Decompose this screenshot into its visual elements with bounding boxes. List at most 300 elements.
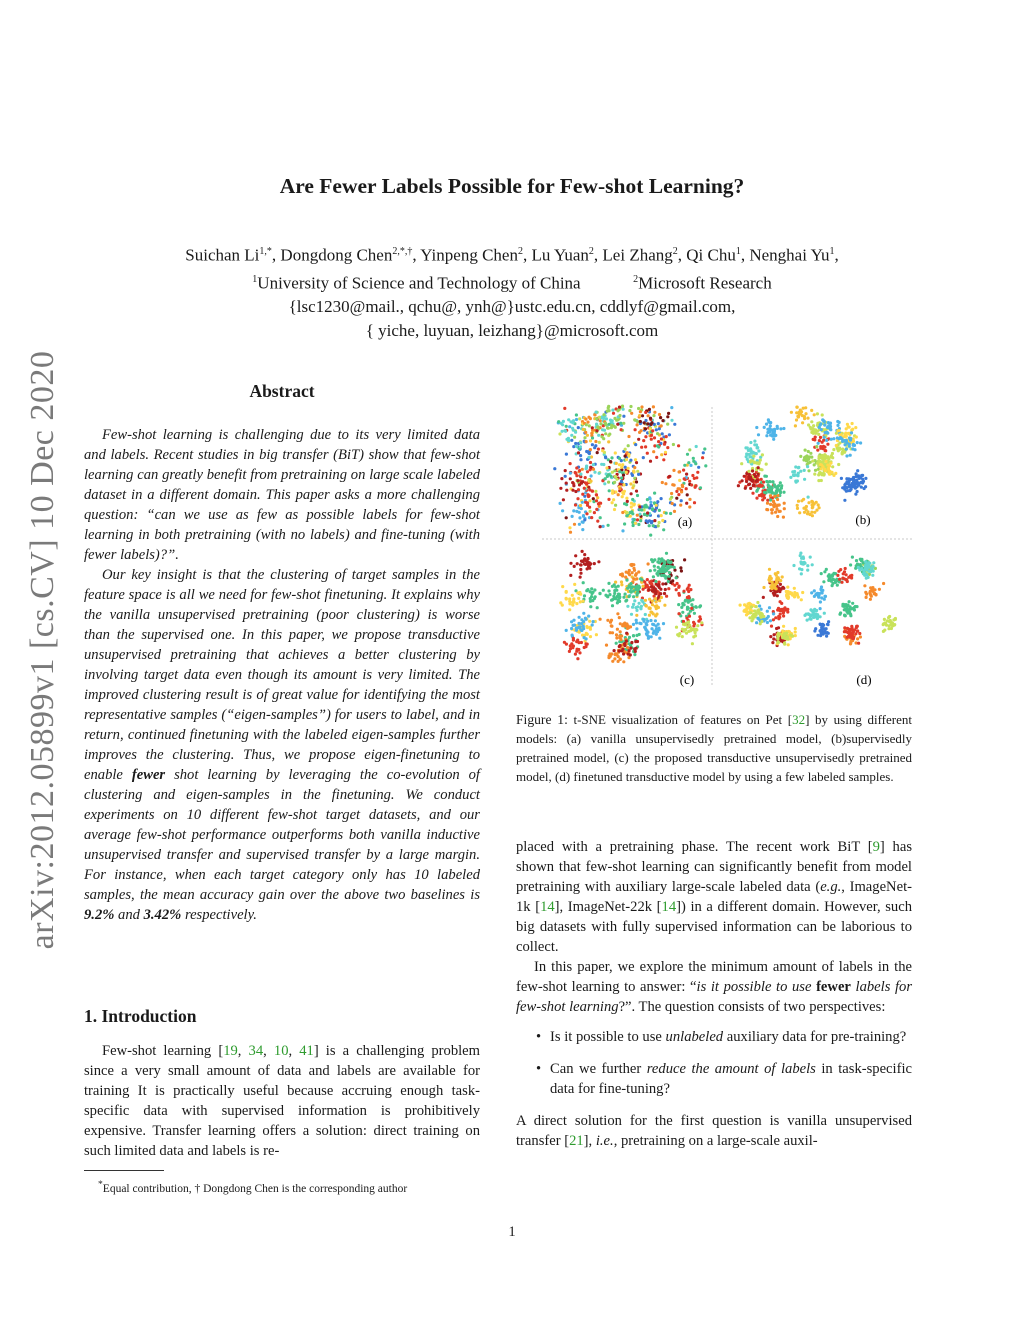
tsne-point xyxy=(695,476,698,479)
tsne-point xyxy=(886,619,889,622)
tsne-point xyxy=(595,429,598,432)
tsne-point xyxy=(667,412,670,415)
tsne-point xyxy=(619,658,622,661)
tsne-point xyxy=(768,606,771,609)
tsne-point xyxy=(625,458,628,461)
tsne-point xyxy=(849,563,852,566)
tsne-point xyxy=(629,515,632,518)
tsne-point xyxy=(693,622,696,625)
tsne-point xyxy=(696,624,699,627)
tsne-point xyxy=(857,566,860,569)
tsne-point xyxy=(658,521,661,524)
tsne-point xyxy=(766,502,769,505)
tsne-point xyxy=(848,489,851,492)
tsne-point xyxy=(582,514,585,517)
author-block xyxy=(0,240,1024,343)
tsne-point xyxy=(849,614,852,617)
tsne-point xyxy=(755,443,758,446)
tsne-point xyxy=(831,584,834,587)
tsne-point xyxy=(847,425,850,428)
tsne-point xyxy=(821,457,824,460)
tsne-point xyxy=(617,493,620,496)
tsne-point xyxy=(677,493,680,496)
tsne-point xyxy=(611,409,614,412)
tsne-point xyxy=(704,464,707,467)
tsne-point xyxy=(669,561,672,564)
tsne-point xyxy=(613,481,616,484)
citation-link[interactable]: 9 xyxy=(872,839,880,855)
tsne-point xyxy=(599,525,602,528)
tsne-point xyxy=(586,421,589,424)
tsne-point xyxy=(768,576,771,579)
tsne-point xyxy=(765,475,768,478)
tsne-point xyxy=(618,414,621,417)
tsne-point xyxy=(627,435,630,438)
tsne-point xyxy=(583,436,586,439)
tsne-point xyxy=(687,461,690,464)
tsne-point xyxy=(783,641,786,644)
tsne-point xyxy=(644,427,647,430)
tsne-point xyxy=(851,422,854,425)
tsne-point xyxy=(597,434,600,437)
tsne-point xyxy=(630,563,633,566)
tsne-point xyxy=(790,411,793,414)
tsne-point xyxy=(701,456,704,459)
tsne-point xyxy=(596,451,599,454)
citation-link[interactable]: 19 xyxy=(223,1043,238,1059)
tsne-point xyxy=(654,590,657,593)
tsne-point xyxy=(636,494,639,497)
tsne-point xyxy=(686,588,689,591)
tsne-point xyxy=(638,431,641,434)
tsne-point xyxy=(589,635,592,638)
tsne-point xyxy=(842,486,845,489)
tsne-point xyxy=(812,432,815,435)
tsne-point xyxy=(841,604,844,607)
tsne-point xyxy=(769,635,772,638)
tsne-point xyxy=(573,583,576,586)
tsne-point xyxy=(831,452,834,455)
tsne-point xyxy=(589,605,592,608)
tsne-point xyxy=(637,523,640,526)
tsne-point xyxy=(632,577,635,580)
tsne-point xyxy=(575,629,578,632)
citation-link[interactable]: 32 xyxy=(792,712,806,727)
intro-paragraph-1: Few-shot learning [19, 34, 10, 41] is a challenging problem since a very small amount of data and labels are available for training It is practically useful because accruing enough task-specific data with supervised information is prohibitively expensive. Transfer learning offers a solution: direct training on such limited data and labels is re- xyxy=(84,1043,481,1159)
tsne-point xyxy=(607,440,610,443)
tsne-point xyxy=(685,502,688,505)
tsne-point xyxy=(624,576,627,579)
tsne-point xyxy=(819,634,822,637)
tsne-point xyxy=(804,412,807,415)
tsne-point xyxy=(750,605,753,608)
tsne-point xyxy=(846,612,849,615)
tsne-point xyxy=(587,615,590,618)
tsne-point xyxy=(762,615,765,618)
tsne-point xyxy=(684,628,687,631)
tsne-point xyxy=(776,636,779,639)
tsne-point xyxy=(751,615,754,618)
tsne-point xyxy=(586,504,589,507)
tsne-point xyxy=(867,561,870,564)
citation-link[interactable]: 21 xyxy=(569,1133,584,1149)
tsne-point xyxy=(577,597,580,600)
tsne-point xyxy=(601,449,604,452)
tsne-point xyxy=(616,628,619,631)
tsne-point xyxy=(585,589,588,592)
tsne-point xyxy=(839,568,842,571)
tsne-point xyxy=(570,439,573,442)
tsne-point xyxy=(571,481,574,484)
tsne-point xyxy=(678,487,681,490)
tsne-point xyxy=(872,561,875,564)
tsne-point xyxy=(658,586,661,589)
tsne-point xyxy=(568,597,571,600)
tsne-point xyxy=(761,453,764,456)
tsne-point xyxy=(622,660,625,663)
tsne-point xyxy=(819,463,822,466)
tsne-point xyxy=(582,428,585,431)
tsne-point xyxy=(598,592,601,595)
tsne-point xyxy=(686,606,689,609)
tsne-point xyxy=(613,469,616,472)
tsne-point xyxy=(631,571,634,574)
tsne-point xyxy=(623,624,626,627)
tsne-point xyxy=(635,614,638,617)
tsne-point xyxy=(819,445,822,448)
tsne-point xyxy=(614,504,617,507)
tsne-point xyxy=(767,615,770,618)
author: Suichan Li xyxy=(185,245,260,265)
tsne-point xyxy=(768,568,771,571)
tsne-point xyxy=(619,622,622,625)
tsne-point xyxy=(611,598,614,601)
tsne-point xyxy=(654,587,657,590)
tsne-point xyxy=(703,447,706,450)
tsne-point xyxy=(609,460,612,463)
tsne-point xyxy=(850,431,853,434)
tsne-point xyxy=(863,584,866,587)
tsne-point xyxy=(813,595,816,598)
tsne-point xyxy=(670,406,673,409)
citation-link[interactable]: 14 xyxy=(661,899,677,915)
tsne-point xyxy=(815,445,818,448)
tsne-point xyxy=(800,568,803,571)
panel-label-b: (b) xyxy=(855,512,871,527)
tsne-point xyxy=(679,504,682,507)
tsne-point xyxy=(851,637,854,640)
tsne-point xyxy=(585,440,588,443)
tsne-point xyxy=(661,582,664,585)
tsne-point xyxy=(558,432,561,435)
tsne-point xyxy=(671,483,674,486)
tsne-point xyxy=(567,439,570,442)
tsne-point xyxy=(565,482,568,485)
tsne-point xyxy=(658,509,661,512)
tsne-point xyxy=(677,444,680,447)
scatter-points xyxy=(553,405,897,664)
affiliation-2: Microsoft Research xyxy=(638,273,772,293)
tsne-point xyxy=(572,484,575,487)
tsne-point xyxy=(818,471,821,474)
tsne-point xyxy=(596,496,599,499)
tsne-point xyxy=(652,414,655,417)
author: Nenghai Yu xyxy=(749,245,830,265)
tsne-point xyxy=(572,624,575,627)
tsne-point xyxy=(657,440,660,443)
tsne-point xyxy=(622,652,625,655)
tsne-point xyxy=(638,505,641,508)
tsne-point xyxy=(770,583,773,586)
tsne-point xyxy=(756,446,759,449)
tsne-point xyxy=(811,503,814,506)
tsne-point xyxy=(848,635,851,638)
tsne-point xyxy=(787,643,790,646)
tsne-point xyxy=(835,444,838,447)
tsne-point xyxy=(828,470,831,473)
tsne-point xyxy=(756,601,759,604)
tsne-point xyxy=(588,620,591,623)
tsne-point xyxy=(677,586,680,589)
tsne-point xyxy=(831,574,834,577)
tsne-point xyxy=(647,414,650,417)
tsne-point xyxy=(591,436,594,439)
tsne-point xyxy=(624,448,627,451)
tsne-point xyxy=(568,526,571,529)
tsne-point xyxy=(613,649,616,652)
tsne-point xyxy=(782,614,785,617)
tsne-point xyxy=(565,629,568,632)
tsne-point xyxy=(695,445,698,448)
tsne-point xyxy=(646,452,649,455)
tsne-point xyxy=(746,612,749,615)
tsne-point xyxy=(817,595,820,598)
tsne-point xyxy=(772,500,775,503)
tsne-point xyxy=(578,511,581,514)
author: Qi Chu xyxy=(686,245,736,265)
tsne-point xyxy=(849,642,852,645)
tsne-point xyxy=(605,644,608,647)
tsne-point xyxy=(579,600,582,603)
tsne-point xyxy=(589,510,592,513)
tsne-point xyxy=(579,458,582,461)
tsne-point xyxy=(768,421,771,424)
tsne-point xyxy=(694,628,697,631)
tsne-point xyxy=(698,619,701,622)
tsne-point xyxy=(577,488,580,491)
tsne-point xyxy=(843,608,846,611)
tsne-point xyxy=(626,646,629,649)
tsne-point xyxy=(691,474,694,477)
tsne-point xyxy=(771,580,774,583)
citation-link[interactable]: 14 xyxy=(540,899,555,915)
tsne-point xyxy=(584,418,587,421)
tsne-point xyxy=(586,557,589,560)
tsne-point xyxy=(661,481,664,484)
tsne-point xyxy=(851,556,854,559)
tsne-point xyxy=(807,423,810,426)
tsne-point xyxy=(776,488,779,491)
tsne-point xyxy=(604,423,607,426)
tsne-point xyxy=(655,613,658,616)
tsne-point xyxy=(771,486,774,489)
tsne-point xyxy=(769,424,772,427)
tsne-point xyxy=(832,578,835,581)
tsne-point xyxy=(615,636,618,639)
tsne-point xyxy=(680,606,683,609)
tsne-point xyxy=(582,612,585,615)
arxiv-stamp xyxy=(8,350,78,950)
tsne-point xyxy=(850,574,853,577)
tsne-point xyxy=(697,466,700,469)
tsne-point xyxy=(856,563,859,566)
tsne-point xyxy=(608,652,611,655)
tsne-point xyxy=(576,497,579,500)
tsne-point xyxy=(645,622,648,625)
tsne-point xyxy=(623,522,626,525)
tsne-point xyxy=(854,632,857,635)
tsne-point xyxy=(677,612,680,615)
tsne-point xyxy=(882,630,885,633)
tsne-point xyxy=(826,631,829,634)
tsne-point xyxy=(852,477,855,480)
tsne-point xyxy=(814,627,817,630)
tsne-point xyxy=(824,449,827,452)
tsne-point xyxy=(628,649,631,652)
tsne-point xyxy=(572,597,575,600)
citation-link[interactable]: 10 xyxy=(273,1043,289,1059)
tsne-point xyxy=(635,619,638,622)
tsne-point xyxy=(612,498,615,501)
tsne-point xyxy=(594,440,597,443)
tsne-point xyxy=(854,426,857,429)
tsne-point xyxy=(569,644,572,647)
citation-link[interactable]: 41 xyxy=(299,1043,314,1059)
tsne-point xyxy=(638,414,641,417)
tsne-point xyxy=(799,470,802,473)
tsne-point xyxy=(646,511,649,514)
tsne-point xyxy=(851,447,854,450)
tsne-point xyxy=(633,477,636,480)
tsne-point xyxy=(653,565,656,568)
tsne-point xyxy=(611,660,614,663)
tsne-point xyxy=(607,427,610,430)
tsne-point xyxy=(845,573,848,576)
tsne-point xyxy=(602,525,605,528)
tsne-point xyxy=(856,637,859,640)
tsne-point xyxy=(583,562,586,565)
tsne-point xyxy=(598,441,601,444)
citation-link[interactable]: 34 xyxy=(248,1043,264,1059)
tsne-point xyxy=(666,446,669,449)
tsne-point xyxy=(670,492,673,495)
tsne-point xyxy=(584,618,587,621)
tsne-point xyxy=(830,438,833,441)
tsne-point xyxy=(687,620,690,623)
tsne-point xyxy=(618,470,621,473)
tsne-point xyxy=(836,436,839,439)
tsne-point xyxy=(664,588,667,591)
tsne-point xyxy=(642,439,645,442)
tsne-point xyxy=(660,596,663,599)
tsne-point xyxy=(695,606,698,609)
tsne-point xyxy=(581,501,584,504)
tsne-point xyxy=(589,480,592,483)
tsne-point xyxy=(848,479,851,482)
tsne-point xyxy=(681,485,684,488)
list-item: • Is it possible to use unlabeled auxiliary data for pre-training? xyxy=(550,1027,912,1047)
tsne-point xyxy=(779,583,782,586)
tsne-point xyxy=(769,494,772,497)
tsne-point xyxy=(782,587,785,590)
tsne-point xyxy=(679,566,682,569)
tsne-point xyxy=(693,612,696,615)
tsne-point xyxy=(571,489,574,492)
tsne-point xyxy=(765,491,768,494)
tsne-point xyxy=(574,442,577,445)
tsne-point xyxy=(688,448,691,451)
tsne-point xyxy=(581,528,584,531)
tsne-point xyxy=(755,621,758,624)
tsne-point xyxy=(757,449,760,452)
tsne-point xyxy=(812,424,815,427)
tsne-point xyxy=(573,523,576,526)
tsne-point xyxy=(633,653,636,656)
tsne-point xyxy=(611,604,614,607)
tsne-point xyxy=(598,472,601,475)
tsne-point xyxy=(624,455,627,458)
tsne-point xyxy=(807,469,810,472)
tsne-point xyxy=(572,619,575,622)
tsne-point xyxy=(853,628,856,631)
tsne-point xyxy=(578,516,581,519)
tsne-point xyxy=(657,524,660,527)
tsne-point xyxy=(638,602,641,605)
tsne-point xyxy=(810,613,813,616)
tsne-point xyxy=(694,484,697,487)
tsne-point xyxy=(604,432,607,435)
tsne-point xyxy=(811,459,814,462)
tsne-point xyxy=(636,591,639,594)
tsne-point xyxy=(573,565,576,568)
tsne-point xyxy=(855,472,858,475)
tsne-point xyxy=(636,470,639,473)
tsne-point xyxy=(591,443,594,446)
tsne-point xyxy=(581,550,584,553)
tsne-point xyxy=(663,443,666,446)
tsne-point xyxy=(823,428,826,431)
tsne-point xyxy=(618,406,621,409)
tsne-point xyxy=(595,633,598,636)
tsne-point xyxy=(574,490,577,493)
tsne-point xyxy=(565,516,568,519)
tsne-point xyxy=(893,623,896,626)
tsne-point xyxy=(779,427,782,430)
tsne-point xyxy=(661,419,664,422)
tsne-point xyxy=(794,465,797,468)
tsne-point xyxy=(673,569,676,572)
tsne-point xyxy=(635,609,638,612)
tsne-point xyxy=(564,475,567,478)
tsne-point xyxy=(850,625,853,628)
tsne-point xyxy=(740,462,743,465)
tsne-point xyxy=(635,577,638,580)
tsne-point xyxy=(772,637,775,640)
tsne-point xyxy=(869,598,872,601)
tsne-point xyxy=(775,505,778,508)
tsne-point xyxy=(599,618,602,621)
tsne-point xyxy=(758,604,761,607)
